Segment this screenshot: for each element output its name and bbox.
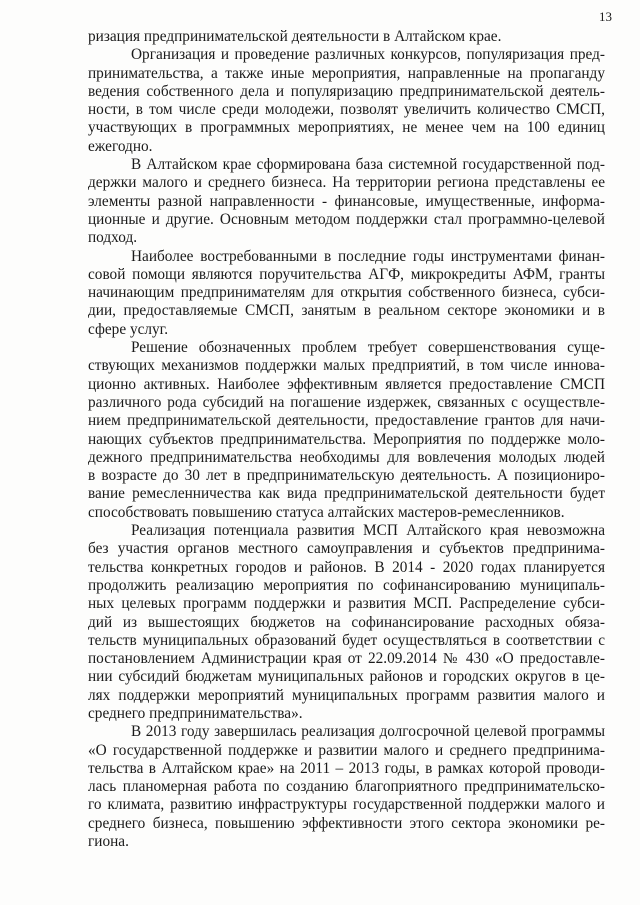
text-line: «О государственной поддержке и развитии малого и среднего предпринима- <box>88 741 605 759</box>
text-line: ности, в том числе среди молодежи, позволят увеличить количество СМСП, <box>88 101 605 119</box>
text-line: в возрасте до 30 лет в предпринимательскую деятельность. А позициониро- <box>88 467 605 485</box>
text-line: подход. <box>88 229 138 247</box>
text-line: ризация предпринимательской деятельности в Алтайском крае. <box>88 28 502 45</box>
text-line: го климата, развитию инфраструктуры государственной поддержки малого и <box>88 796 605 814</box>
text-line: тельств муниципальных образований будет осуществляться в соответствии с <box>88 631 605 649</box>
text-line: совой помощи являются поручительства АГФ, микрокредиты АФМ, гранты <box>88 265 605 283</box>
text-line: ствующих механизмов поддержки малых предприятий, в том числе иннова- <box>88 357 605 375</box>
text-line: тельства конкретных городов и районов. В 2014 - 2020 годах планируется <box>88 558 605 576</box>
page-number: 13 <box>599 9 612 24</box>
text-line: дежного предпринимательства необходимы для вовлечения молодых людей <box>88 448 605 466</box>
text-line: Решение обозначенных проблем требует совершенствования суще- <box>131 339 605 357</box>
body-text <box>88 28 605 851</box>
text-line: ведения собственного дела и популяризацию предпринимательской деятель- <box>88 82 605 100</box>
text-line: постановлением Администрации края от 22.09.2014 № 430 «О предоставле- <box>88 650 605 668</box>
text-line: лась планомерная работа по созданию благоприятного предпринимательско- <box>88 778 605 796</box>
text-line: среднего предпринимательства». <box>88 704 303 722</box>
text-line: В 2013 году завершилась реализация долгосрочной целевой программы <box>131 723 605 741</box>
text-line: вание ремесленничества как вида предпринимательской деятельности будет <box>88 485 605 503</box>
text-line: ных целевых программ поддержки и развития МСП. Распределение субси- <box>88 595 605 613</box>
text-line: гиона. <box>88 833 129 851</box>
text-line: Организация и проведение различных конкурсов, популяризация пред- <box>131 46 605 64</box>
text-line: нающих субъектов предпринимательства. Мероприятия по поддержке моло- <box>88 430 605 448</box>
text-line: ционные и другие. Основным методом поддержки стал программно-целевой <box>88 210 605 228</box>
text-line: нии субсидий бюджетам муниципальных районов и городских округов в це- <box>88 668 605 686</box>
text-line: продолжить реализацию мероприятия по софинансированию муниципаль- <box>88 576 605 594</box>
text-line: Наиболее востребованными в последние годы инструментами финан- <box>131 247 605 265</box>
text-line: тельства в Алтайском крае» на 2011 – 2013 годы, в рамках которой проводи- <box>88 759 605 777</box>
text-line: ционно активных. Наиболее эффективным является предоставление СМСП <box>88 375 605 393</box>
text-line: различного рода субсидий на погашение издержек, связанных с осуществле- <box>88 393 605 411</box>
text-line: участвующих в программных мероприятиях, не менее чем на 100 единиц <box>88 119 605 137</box>
text-line: среднего бизнеса, повышению эффективности этого сектора экономики ре- <box>88 814 605 832</box>
text-line: Реализация потенциала развития МСП Алтайского края невозможна <box>131 522 605 540</box>
text-line: без участия органов местного самоуправления и субъектов предпринима- <box>88 540 605 558</box>
text-line: ежегодно. <box>88 137 153 155</box>
text-line: В Алтайском крае сформирована база системной государственной под- <box>131 156 605 174</box>
text-line: начинающим предпринимателям для открытия собственного бизнеса, субси- <box>88 284 605 302</box>
text-line: нием предпринимательской деятельности, предоставление грантов для начи- <box>88 412 605 430</box>
text-line: способствовать повышению статуса алтайских мастеров-ремесленников. <box>88 503 565 521</box>
text-line: дии, предоставляемые СМСП, занятым в реальном секторе экономики и в <box>88 302 605 320</box>
text-line: сфере услуг. <box>88 320 169 338</box>
text-line: дий из вышестоящих бюджетов на софинансирование расходных обяза- <box>88 613 605 631</box>
text-line: лях поддержки мероприятий муниципальных программ развития малого и <box>88 686 605 704</box>
text-line: держки малого и среднего бизнеса. На территории региона представлены ее <box>88 174 605 192</box>
text-line: элементы разной направленности - финансовые, имущественные, информа- <box>88 192 605 210</box>
text-line: принимательства, а также иные мероприятия, направленные на пропаганду <box>88 64 605 82</box>
